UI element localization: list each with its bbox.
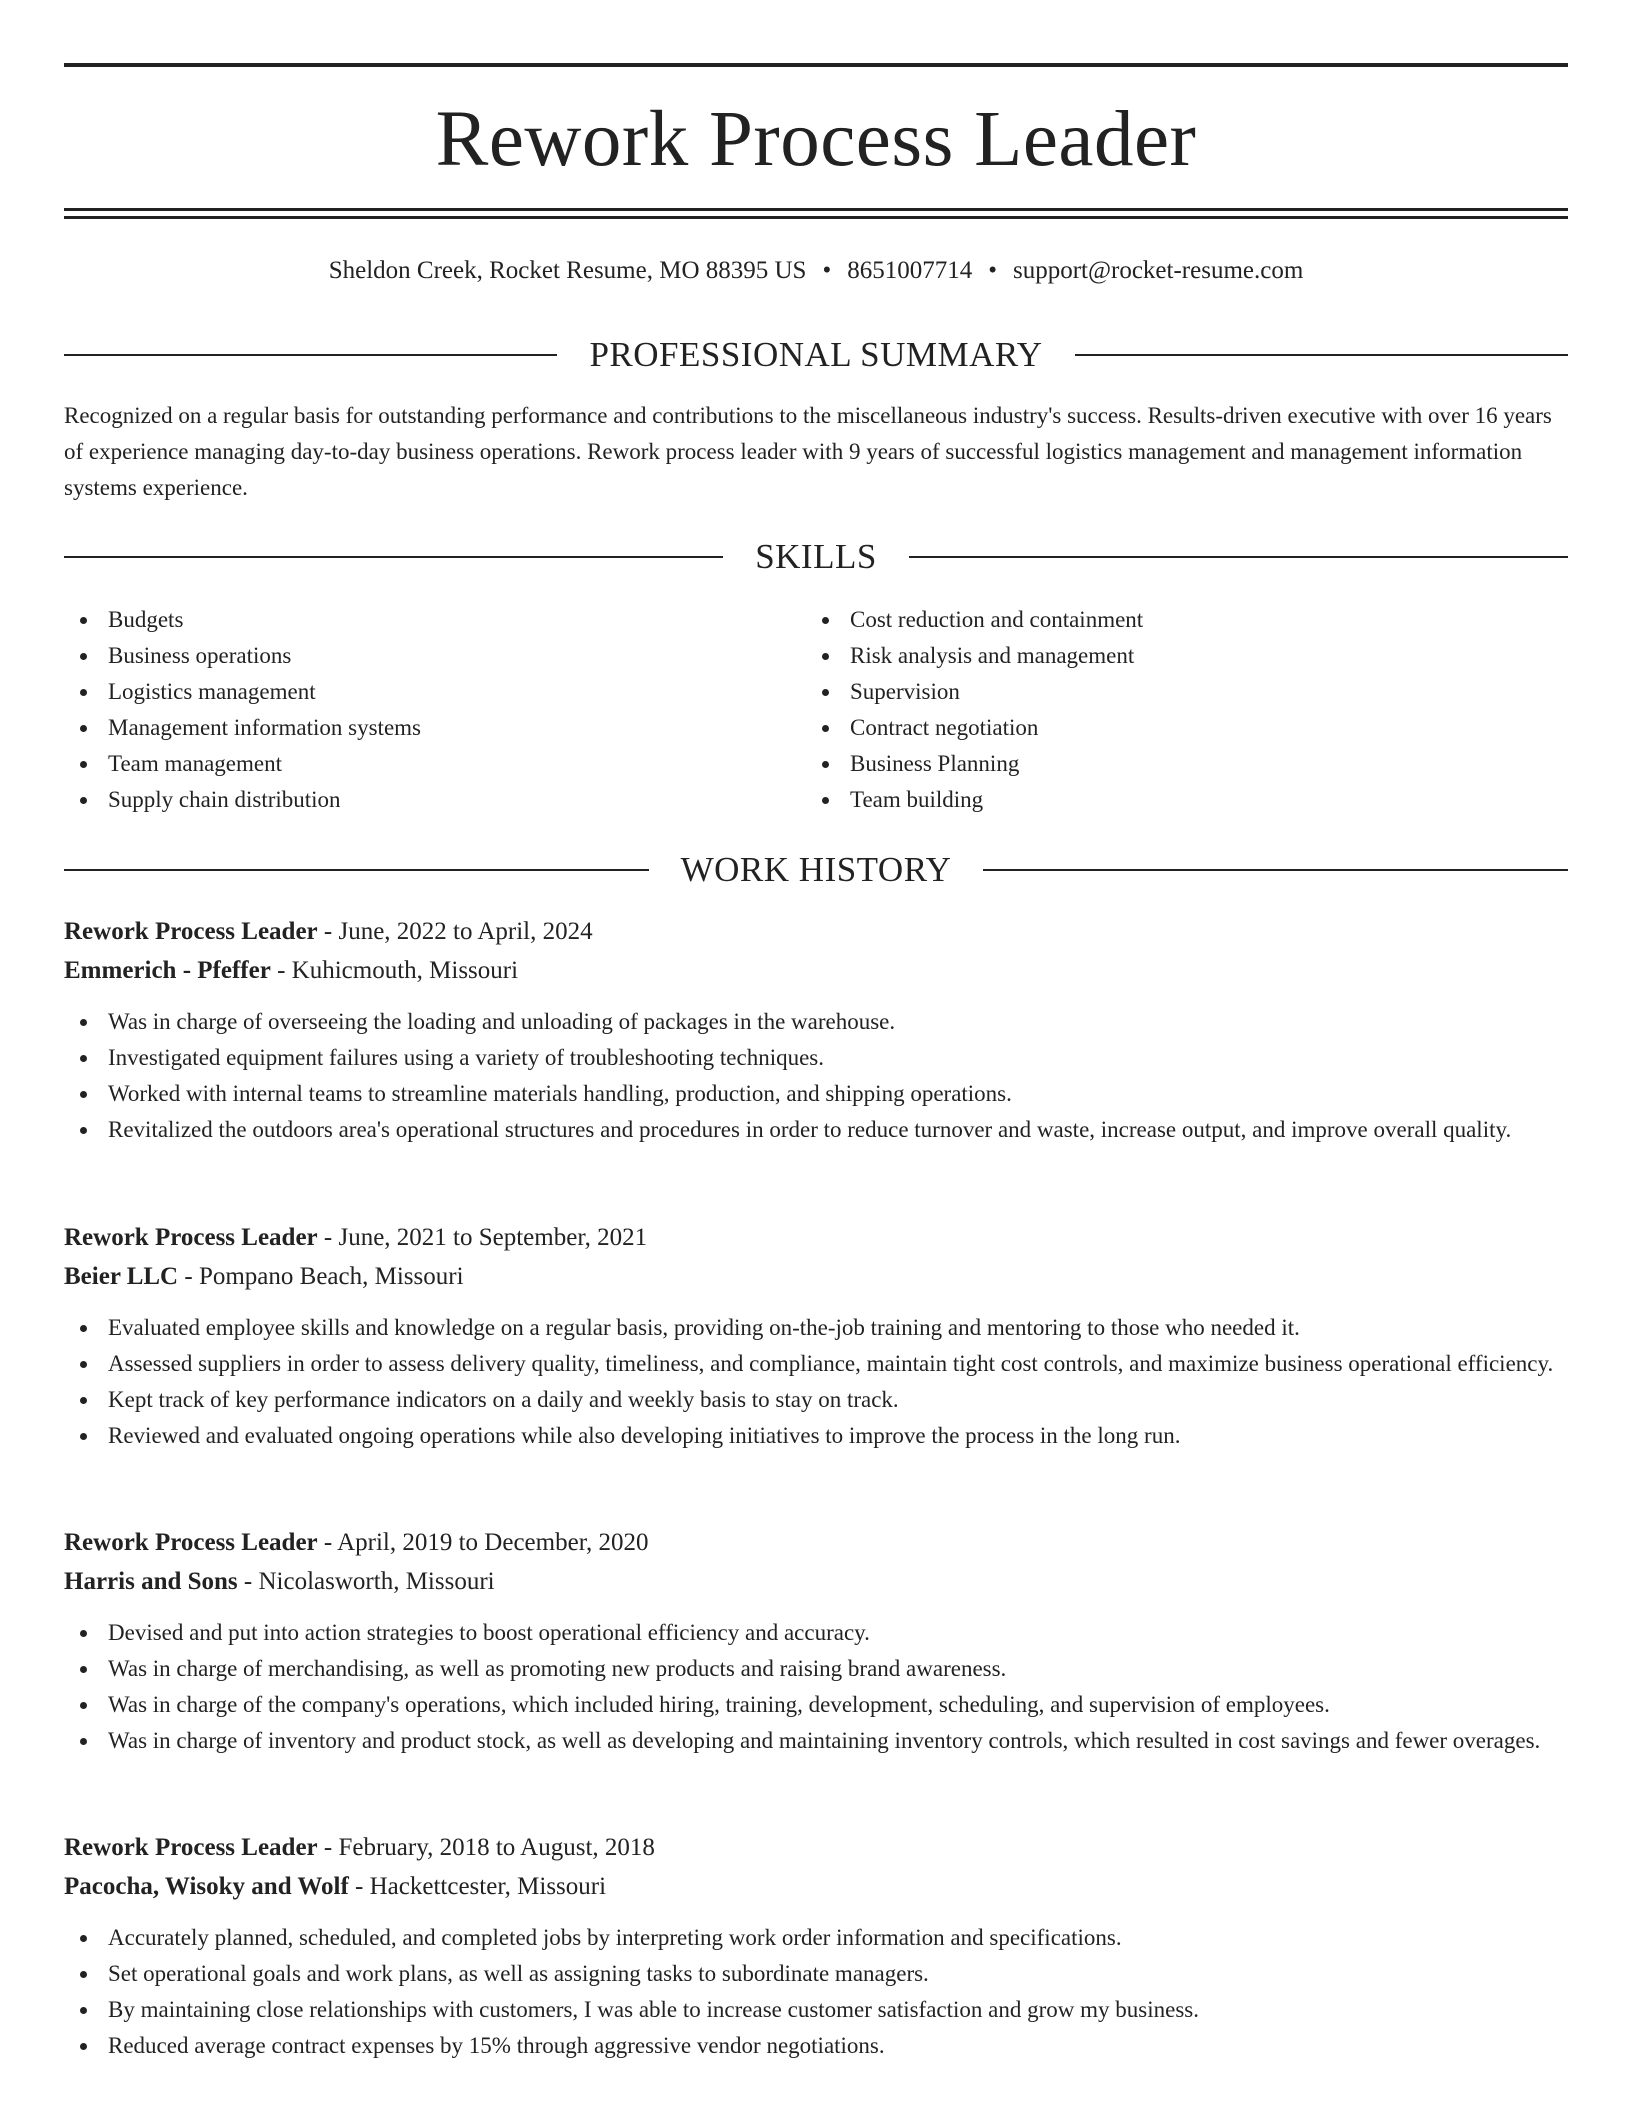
skill-item: Business Planning (806, 746, 1548, 782)
summary-text: Recognized on a regular basis for outstanding performance and contributions to the miscellaneous industry's success. Results-driven executive with over 16 years of experience managing day-to-day business operations. Rework process leader with 9 years of successful logistics management and management information systems experience. (64, 403, 1552, 500)
job-bullet: Reviewed and evaluated ongoing operations while also developing initiatives to improve the process in the long run. (64, 1418, 1568, 1454)
heading-rule (64, 354, 557, 356)
header-top-rule (64, 63, 1568, 67)
skill-item: Team building (806, 782, 1548, 818)
job-company: Emmerich - Pfeffer (64, 957, 271, 984)
job-company-row (64, 1867, 1568, 1906)
job-location: - Hackettcester, Missouri (348, 1873, 607, 1900)
skill-item: Cost reduction and containment (806, 602, 1548, 638)
candidate-name: Rework Process Leader (435, 96, 1197, 183)
job-company: Pacocha, Wisoky and Wolf (64, 1873, 349, 1900)
job-bullet: By maintaining close relationships with customers, I was able to increase customer satisfaction and grow my business. (64, 1992, 1568, 2028)
job-entry (64, 1828, 1568, 2064)
job-bullet: Evaluated employee skills and knowledge on a regular basis, providing on-the-job training and mentoring to those who needed it. (64, 1310, 1568, 1346)
skill-item: Budgets (64, 602, 806, 638)
work-heading-row (64, 848, 1568, 892)
job-company-row (64, 1562, 1568, 1601)
job-location: - Nicolasworth, Missouri (237, 1568, 495, 1595)
skill-item: Business operations (64, 638, 806, 674)
skill-item: Contract negotiation (806, 710, 1548, 746)
job-dates: - June, 2022 to April, 2024 (317, 918, 593, 945)
job-company: Harris and Sons (64, 1568, 238, 1595)
job-company-row (64, 951, 1568, 990)
heading-rule (909, 556, 1568, 558)
job-bullet: Reduced average contract expenses by 15% through aggressive vendor negotiations. (64, 2028, 1568, 2064)
job-company: Beier LLC (64, 1263, 179, 1290)
skills-heading: SKILLS (755, 537, 877, 576)
skills-columns (64, 602, 1568, 818)
heading-rule (983, 869, 1568, 871)
header-double-rule-upper (64, 208, 1568, 211)
job-bullets (64, 1310, 1568, 1454)
heading-rule (64, 556, 723, 558)
heading-rule (1075, 354, 1568, 356)
job-title-row (64, 1523, 1568, 1562)
skill-item: Management information systems (64, 710, 806, 746)
job-entry (64, 1523, 1568, 1759)
skill-item: Logistics management (64, 674, 806, 710)
job-bullet: Was in charge of inventory and product stock, as well as developing and maintaining inventory controls, which resulted in cost savings and fewer overages. (64, 1723, 1568, 1759)
job-bullet: Assessed suppliers in order to assess delivery quality, timeliness, and compliance, maintain tight cost controls, and maximize business operational efficiency. (64, 1346, 1568, 1382)
job-bullets (64, 1004, 1568, 1148)
job-bullets (64, 1920, 1568, 2064)
job-title-row (64, 1218, 1568, 1257)
skill-item: Supply chain distribution (64, 782, 806, 818)
header-double-rule-lower (64, 216, 1568, 219)
skills-heading-row (64, 535, 1568, 579)
job-title-row (64, 1828, 1568, 1867)
summary-heading-row (64, 333, 1568, 377)
job-bullet: Worked with internal teams to streamline materials handling, production, and shipping operations. (64, 1076, 1568, 1112)
job-bullet: Accurately planned, scheduled, and completed jobs by interpreting work order information and specifications. (64, 1920, 1568, 1956)
skill-item: Supervision (806, 674, 1548, 710)
job-title: Rework Process Leader (64, 918, 318, 945)
contact-email: support@rocket-resume.com (1012, 257, 1304, 284)
job-bullet: Set operational goals and work plans, as well as assigning tasks to subordinate managers. (64, 1956, 1568, 1992)
summary-heading: PROFESSIONAL SUMMARY (589, 335, 1043, 374)
job-dates: - June, 2021 to September, 2021 (317, 1224, 648, 1251)
work-heading: WORK HISTORY (680, 850, 952, 889)
contact-line (64, 254, 1568, 288)
job-title-row (64, 912, 1568, 951)
skill-item: Risk analysis and management (806, 638, 1548, 674)
skills-list-left (64, 602, 806, 818)
job-bullet: Was in charge of merchandising, as well as promoting new products and raising brand awareness. (64, 1651, 1568, 1687)
heading-rule (64, 869, 649, 871)
job-company-row (64, 1257, 1568, 1296)
job-bullet: Devised and put into action strategies to boost operational efficiency and accuracy. (64, 1615, 1568, 1651)
job-title: Rework Process Leader (64, 1529, 318, 1556)
job-location: - Pompano Beach, Missouri (178, 1263, 464, 1290)
contact-address: Sheldon Creek, Rocket Resume, MO 88395 US (328, 257, 807, 284)
contact-separator: • (822, 257, 832, 284)
skill-item: Team management (64, 746, 806, 782)
job-title: Rework Process Leader (64, 1834, 318, 1861)
job-dates: - February, 2018 to August, 2018 (317, 1834, 655, 1861)
job-entry (64, 1218, 1568, 1454)
job-bullet: Revitalized the outdoors area's operational structures and procedures in order to reduce turnover and waste, increase output, and improve overall quality. (64, 1112, 1568, 1148)
job-entry (64, 912, 1568, 1148)
job-bullet: Was in charge of the company's operations, which included hiring, training, development, scheduling, and supervision of employees. (64, 1687, 1568, 1723)
contact-phone: 8651007714 (847, 257, 973, 284)
job-location: - Kuhicmouth, Missouri (270, 957, 519, 984)
job-bullet: Investigated equipment failures using a variety of troubleshooting techniques. (64, 1040, 1568, 1076)
job-bullets (64, 1615, 1568, 1759)
job-bullet: Was in charge of overseeing the loading and unloading of packages in the warehouse. (64, 1004, 1568, 1040)
contact-separator: • (988, 257, 997, 284)
job-bullet: Kept track of key performance indicators on a daily and weekly basis to stay on track. (64, 1382, 1568, 1418)
job-dates: - April, 2019 to December, 2020 (317, 1529, 649, 1556)
skills-list-right (806, 602, 1548, 818)
job-title: Rework Process Leader (64, 1224, 318, 1251)
